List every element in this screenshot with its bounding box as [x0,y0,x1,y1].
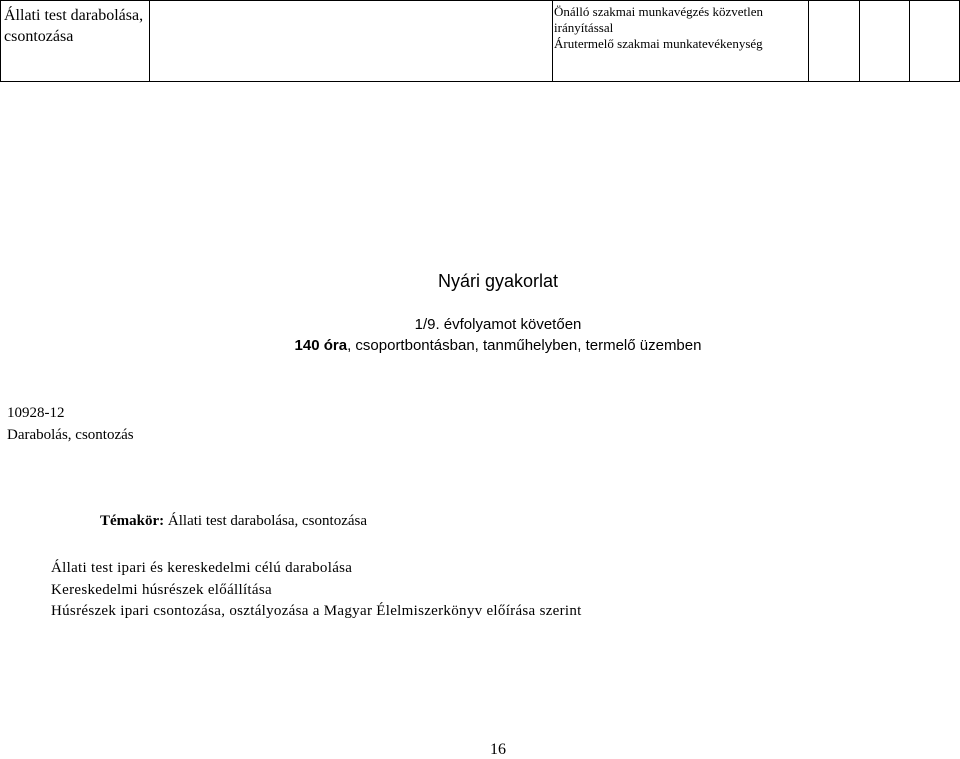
empty-header-cell [150,1,553,82]
subtopic-list [51,558,582,623]
info-cell [553,1,809,82]
page-number: 16 [490,741,506,758]
subtopic-item: Kereskedelmi húsrészek előállítása [51,581,272,598]
summer-hours-details: , csoportbontásban, tanműhelyben, termelő üzemben [347,337,702,354]
empty-header-cell [860,1,910,82]
subtopic-item: Állati test ipari és kereskedelmi célú darabolása [51,560,353,576]
module-name: Darabolás, csontozás [7,427,134,443]
header-row [1,1,960,82]
topic-title: Állati test darabolása, csontozása [167,513,368,529]
module-code: 10928-12 [7,405,65,421]
module-block [7,402,134,446]
summer-hours: 140 óra [294,337,348,354]
empty-header-cell [809,1,860,82]
info-line-work-mode: Önálló szakmai munkavégzés közvetlen irányítással [554,4,764,35]
summer-practice-title: Nyári gyakorlat [437,271,559,291]
subtopic-item: Húsrészek ipari csontozása, osztályozása a Magyar Élelmiszerkönyv előírása szerint [51,603,582,619]
topic-heading [100,513,367,530]
header-table [0,0,960,82]
summer-hours-line [0,337,960,354]
info-line-activity: Árutermelő szakmai munkatevékenység [554,36,763,51]
subject-cell: Állati test darabolása, csontozása [1,1,150,82]
empty-header-cell [910,1,960,82]
topic-label: Témakör: [100,513,165,529]
summer-grade-line: 1/9. évfolyamot követően [414,316,582,333]
